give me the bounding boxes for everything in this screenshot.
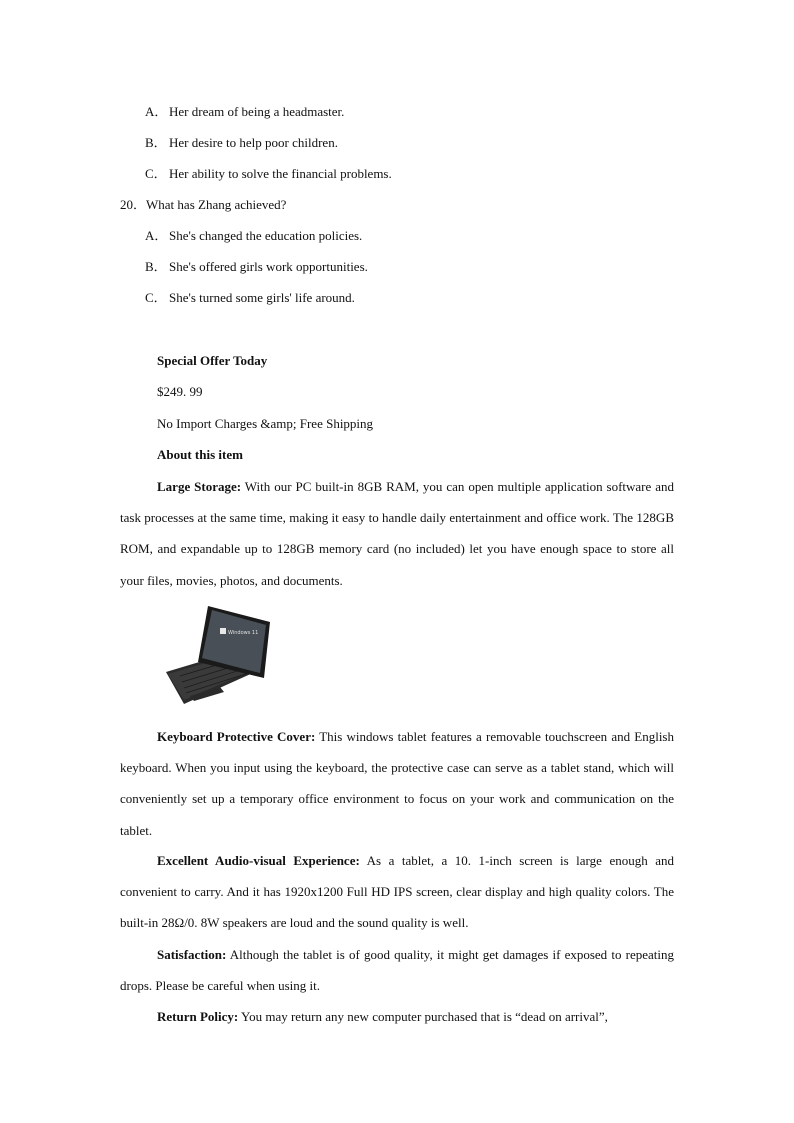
q20-option-c: C． She's turned some girls' life around. [145,290,355,305]
q19-option-a: A． Her dream of being a headmaster. [145,104,345,119]
q19-option-b: B． Her desire to help poor children. [145,135,338,150]
tablet-screen-text: Windows 11 [228,630,259,636]
offer-title: Special Offer Today [157,353,268,368]
section-return-policy: Return Policy: You may return any new computer purchased that is “dead on arrival”, [157,1009,608,1024]
offer-shipping: No Import Charges &amp; Free Shipping [157,416,374,431]
section-audio-visual: Excellent Audio-visual Experience: As a tablet, a 10. 1-inch screen is large enough and convenient to carry. And it has 1920x1200 Full HD IPS screen, clear display and high quality colors. The built-in 28Ω/0. 8W speakers are loud and the sound quality is well. [120,853,674,931]
tablet-keyboard-image [160,600,280,715]
offer-price: $249. 99 [157,384,203,399]
about-heading: About this item [157,447,243,462]
question-20: 20．What has Zhang achieved? [120,197,287,212]
section-keyboard-cover: Keyboard Protective Cover: This windows tablet features a removable touchscreen and English keyboard. When you input using the keyboard, the protective case can serve as a tablet stand, which will conveniently set up a temporary office environment to focus on your work and communication on the tablet. [120,729,674,838]
q20-option-b: B． She's offered girls work opportunities. [145,259,368,274]
section-large-storage: Large Storage: With our PC built-in 8GB RAM, you can open multiple application software and task processes at the same time, making it easy to handle daily entertainment and office work. The 128GB ROM, and expandable up to 128GB memory card (no included) let you have enough space to store all your files, movies, photos, and documents. [120,479,674,588]
q20-option-a: A． She's changed the education policies. [145,228,363,243]
section-satisfaction: Satisfaction: Although the tablet is of good quality, it might get damages if exposed to repeating drops. Please be careful when using it. [120,947,674,994]
q19-option-c: C． Her ability to solve the financial problems. [145,166,392,181]
